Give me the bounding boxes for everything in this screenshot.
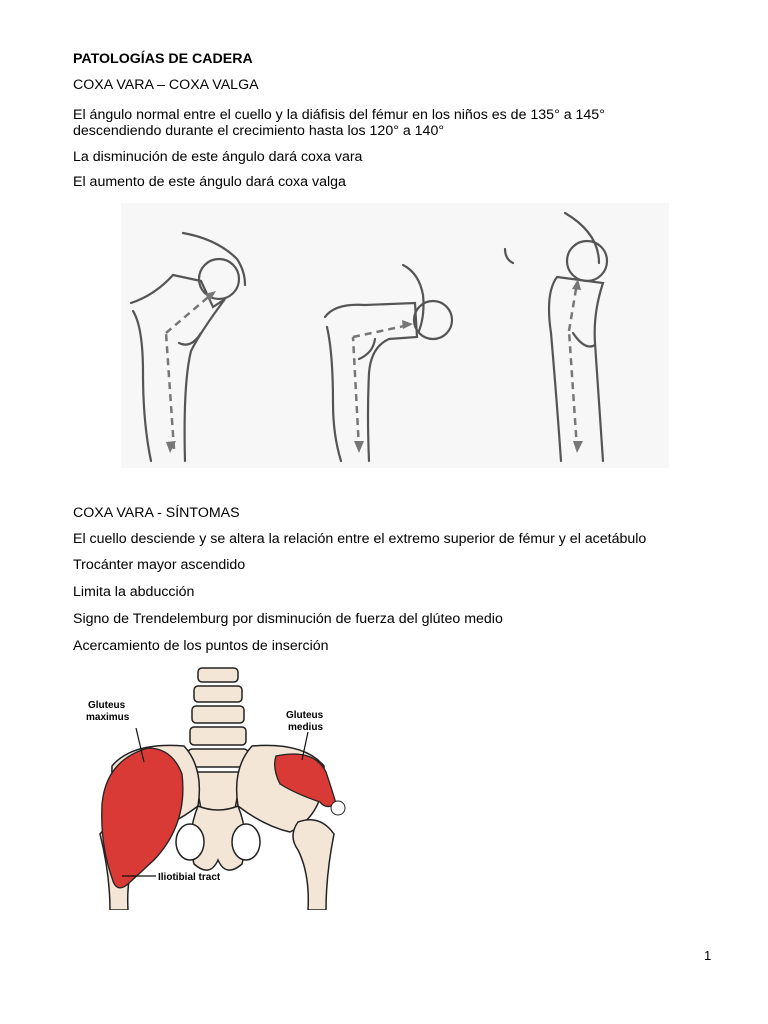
gluteus-maximus-muscle — [102, 748, 183, 888]
section-title-coxa: COXA VARA – COXA VALGA — [73, 77, 259, 93]
page-number: 1 — [704, 948, 712, 963]
paragraph-angle-line-2: descendiendo durante el crecimiento hasta los 120° a 140° — [73, 123, 445, 139]
paragraph-angle-line-1: El ángulo normal entre el cuello y la diáfisis del fémur en los niños es de 135° a 145° — [73, 107, 605, 123]
text-angle-increase: El aumento de este ángulo dará coxa valga — [73, 174, 346, 190]
document-heading: PATOLOGÍAS DE CADERA — [73, 51, 253, 67]
symptom-item: El cuello desciende y se altera la relación entre el extremo superior de fémur y el acetábulo — [73, 531, 647, 547]
text-angle-decrease: La disminución de este ángulo dará coxa vara — [73, 149, 363, 165]
symptom-item: Signo de Trendelemburg por disminución de fuerza del glúteo medio — [73, 611, 503, 627]
right-femur — [293, 820, 334, 910]
symptom-item: Acercamiento de los puntos de inserción — [73, 638, 329, 654]
label-gluteus-maximus-line1: Gluteus — [88, 700, 126, 711]
section-title-symptoms: COXA VARA - SÍNTOMAS — [73, 505, 240, 521]
symptom-item: Limita la abducción — [73, 584, 195, 600]
label-gluteus-medius-line1: Gluteus — [286, 710, 324, 721]
femur-angle-illustration — [121, 203, 669, 468]
label-iliotibial-tract: Iliotibial tract — [158, 872, 221, 883]
label-gluteus-medius-line2: medius — [288, 722, 324, 733]
gluteus-muscles-illustration — [76, 664, 358, 910]
label-gluteus-maximus-line2: maximus — [86, 712, 130, 723]
symptom-item: Trocánter mayor ascendido — [73, 557, 246, 573]
